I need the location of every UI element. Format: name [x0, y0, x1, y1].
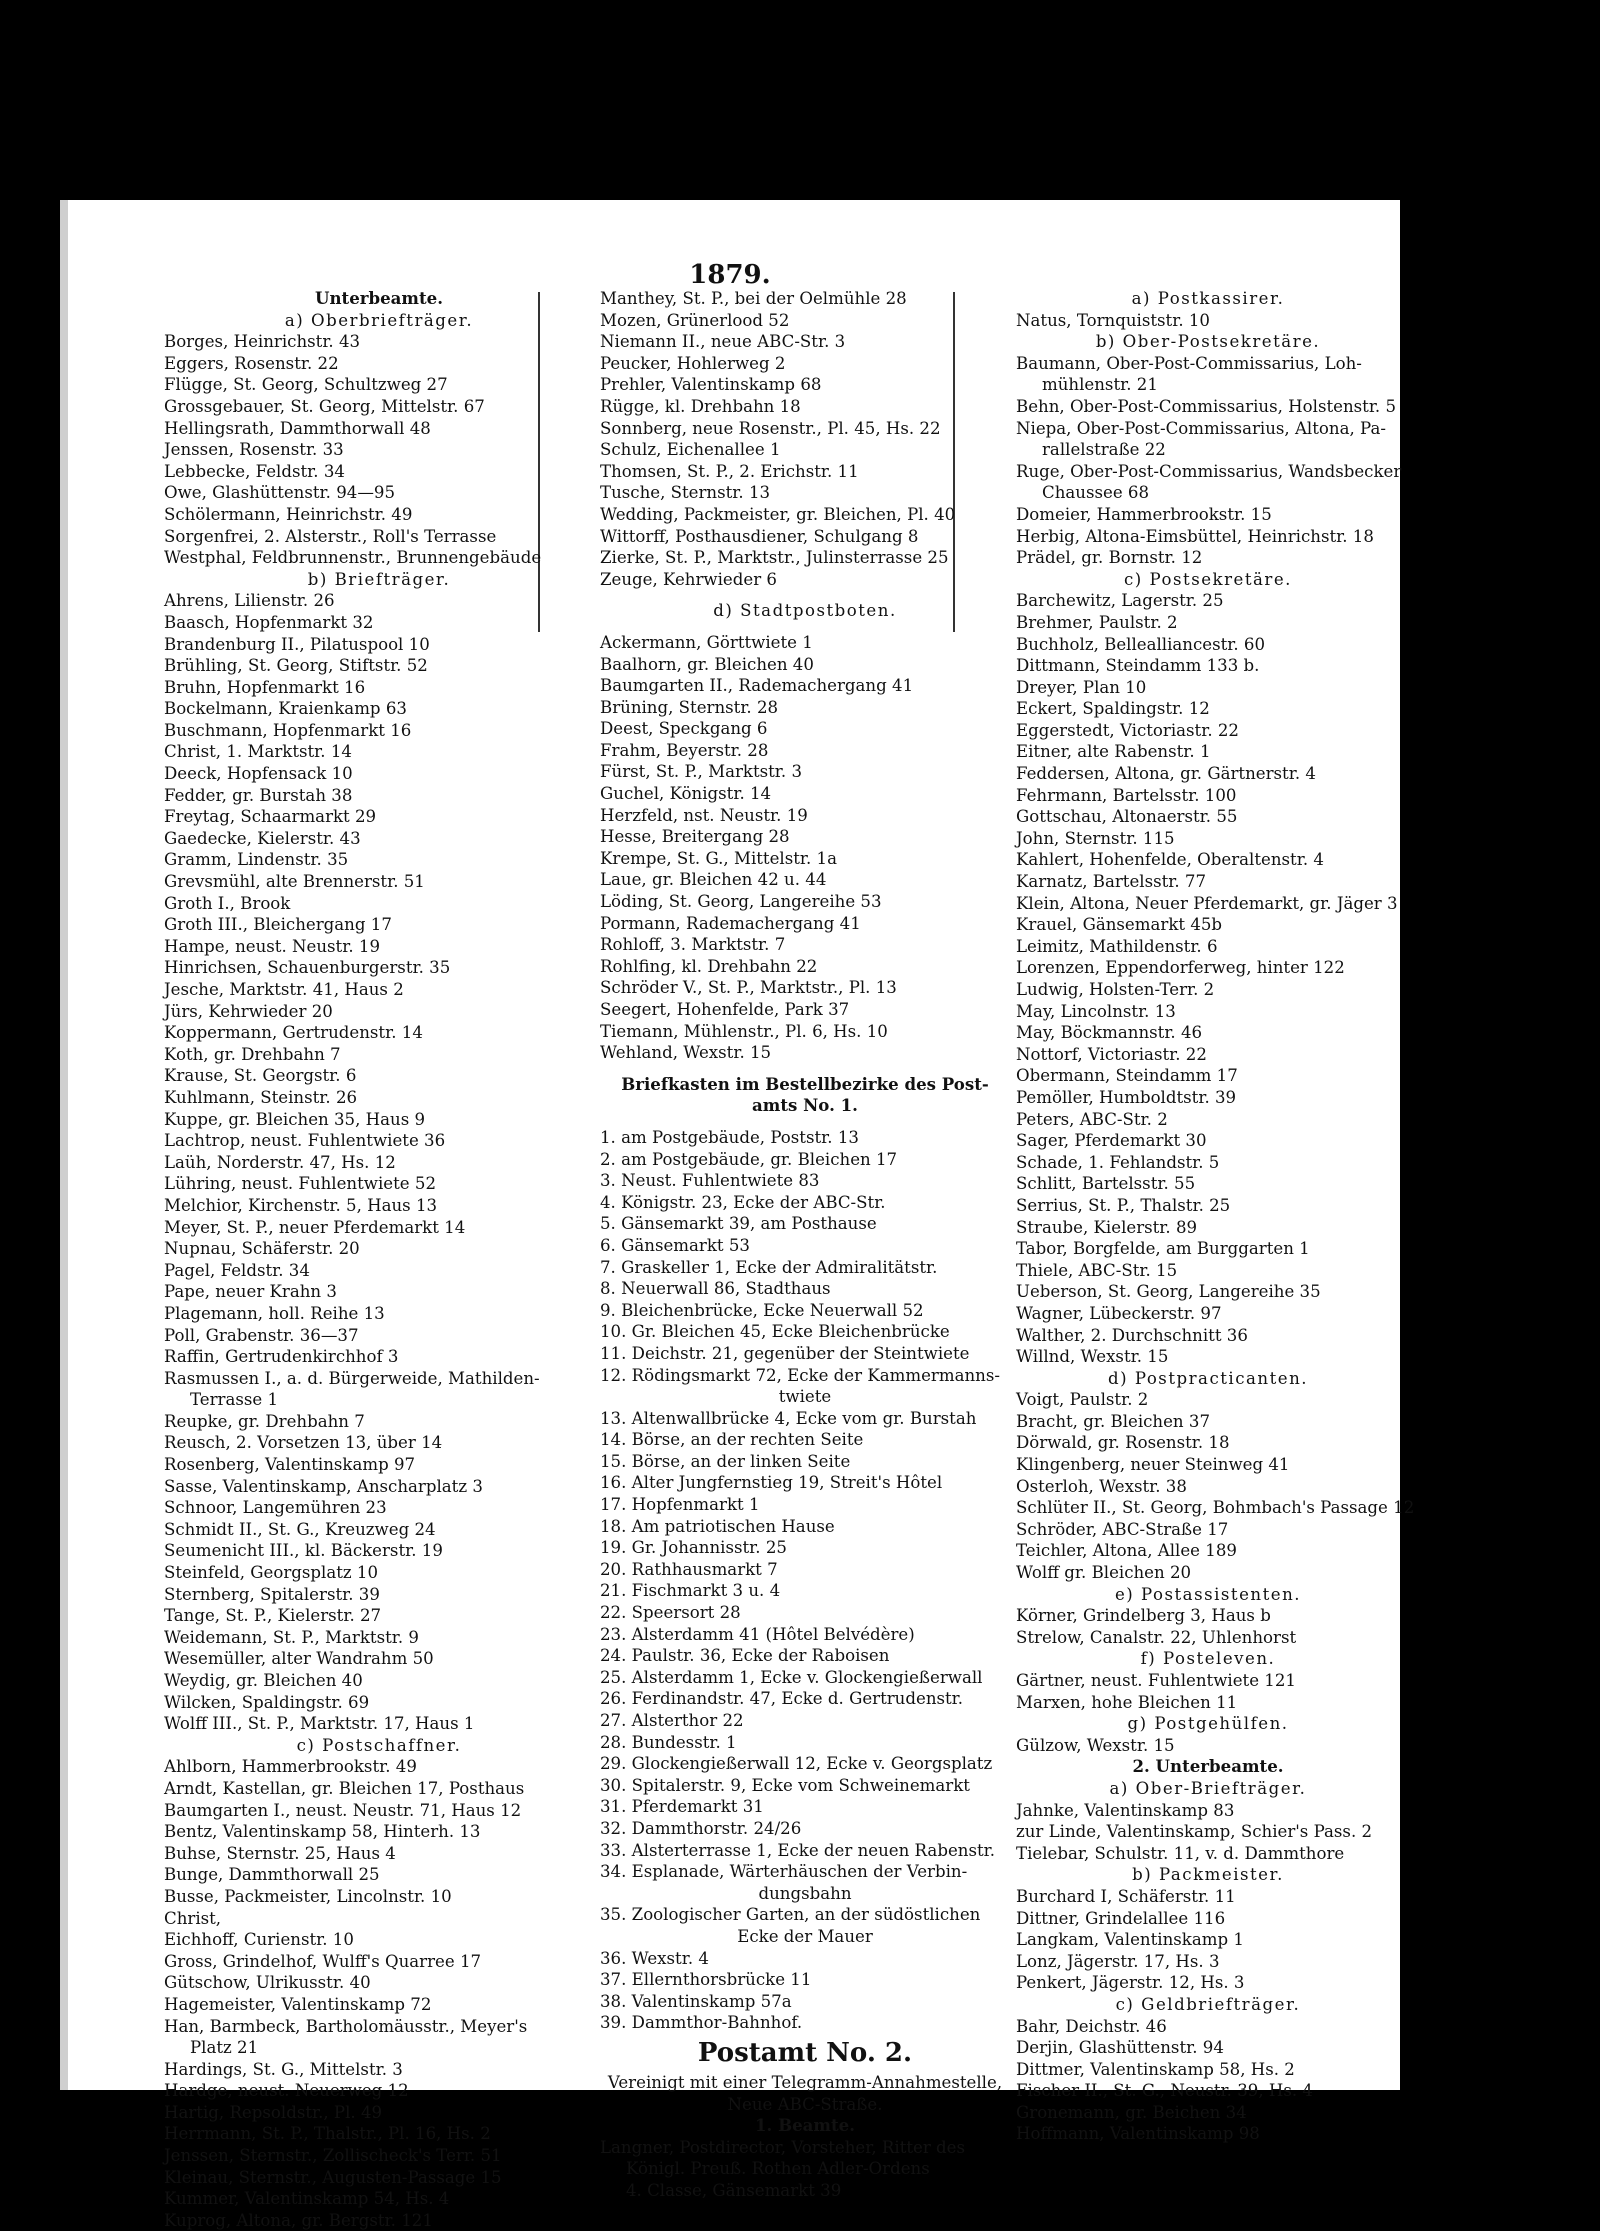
directory-entry: Schölermann, Heinrichstr. 49 — [164, 504, 413, 524]
directory-entry: Ueberson, St. Georg, Langereihe 35 — [1016, 1282, 1321, 1302]
directory-entry: Kuppe, gr. Bleichen 35, Haus 9 — [164, 1109, 426, 1129]
directory-entry: 35. Zoologischer Garten, an der südöstlichen — [600, 1905, 981, 1925]
directory-entry: Fehrmann, Bartelsstr. 100 — [1016, 785, 1237, 805]
directory-entry: Willnd, Wexstr. 15 — [1016, 1347, 1169, 1367]
directory-entry: Zeuge, Kehrwieder 6 — [600, 569, 777, 589]
directory-entry: Niepa, Ober-Post-Commissarius, Altona, Pa- — [1016, 418, 1386, 438]
directory-entry: 32. Dammthorstr. 24/26 — [600, 1818, 802, 1838]
directory-entry: May, Lincolnstr. 13 — [1016, 1001, 1176, 1021]
directory-entry: Zierke, St. P., Marktstr., Julinsterrasse 25 — [600, 548, 949, 568]
spacer — [600, 1117, 1010, 1127]
directory-entry: 1. am Postgebäude, Poststr. 13 — [600, 1127, 859, 1147]
directory-entry: Weydig, gr. Bleichen 40 — [164, 1671, 363, 1690]
entry-continuation: Terrasse 1 — [190, 1390, 279, 1410]
column-left — [164, 288, 594, 2231]
directory-entry: Hellingsrath, Dammthorwall 48 — [164, 418, 431, 438]
directory-entry: 25. Alsterdamm 1, Ecke v. Glockengießerwall — [600, 1667, 983, 1687]
directory-entry: Wittorff, Posthausdiener, Schulgang 8 — [600, 526, 919, 546]
entry-continuation: Ecke der Mauer — [737, 1926, 873, 1946]
directory-entry: Kummer, Valentinskamp 54, Hs. 4 — [164, 2189, 450, 2209]
directory-entry: Leimitz, Mathildenstr. 6 — [1016, 936, 1218, 956]
directory-entry: Deeck, Hopfensack 10 — [164, 764, 353, 784]
directory-entry: Wolff III., St. P., Marktstr. 17, Haus 1 — [164, 1714, 475, 1734]
directory-entry: Thomsen, St. P., 2. Erichstr. 11 — [600, 461, 859, 481]
directory-entry: Gross, Grindelhof, Wulff's Quarree 17 — [164, 1951, 482, 1971]
directory-entry: Mozen, Grünerlood 52 — [600, 310, 790, 330]
directory-page — [60, 200, 1415, 2230]
directory-entry: Arndt, Kastellan, gr. Bleichen 17, Posthaus — [164, 1778, 525, 1798]
directory-entry: Wolff gr. Bleichen 20 — [1016, 1563, 1192, 1583]
directory-entry: Dreyer, Plan 10 — [1016, 677, 1147, 697]
directory-entry: 15. Börse, an der linken Seite — [600, 1451, 851, 1471]
directory-entry: 7. Graskeller 1, Ecke der Admiralitätstr. — [600, 1257, 938, 1277]
directory-entry: Wagner, Lübeckerstr. 97 — [1016, 1303, 1222, 1323]
directory-entry: 20. Rathhausmarkt 7 — [600, 1559, 778, 1579]
directory-entry: Hinrichsen, Schauenburgerstr. 35 — [164, 958, 451, 978]
directory-entry: Bahr, Deichstr. 46 — [1016, 2016, 1167, 2036]
subsection-heading: b) Packmeister. — [1132, 1865, 1284, 1885]
directory-entry: Lonz, Jägerstr. 17, Hs. 3 — [1016, 1951, 1220, 1971]
directory-entry: Peucker, Hohlerweg 2 — [600, 353, 786, 373]
directory-entry: Reupke, gr. Drehbahn 7 — [164, 1411, 365, 1431]
directory-entry: Sager, Pferdemarkt 30 — [1016, 1131, 1207, 1151]
directory-entry: Körner, Grindelberg 3, Haus b — [1016, 1606, 1271, 1626]
directory-entry: Krause, St. Georgstr. 6 — [164, 1066, 357, 1086]
directory-entry: Baalhorn, gr. Bleichen 40 — [600, 654, 814, 674]
directory-entry: Laue, gr. Bleichen 42 u. 44 — [600, 870, 827, 890]
directory-entry: 6. Gänsemarkt 53 — [600, 1235, 750, 1255]
directory-entry: Pape, neuer Krahn 3 — [164, 1282, 337, 1302]
directory-entry: Koppermann, Gertrudenstr. 14 — [164, 1023, 423, 1043]
directory-entry: Busse, Packmeister, Lincolnstr. 10 — [164, 1886, 452, 1906]
directory-entry: Langner, Postdirector, Vorsteher, Ritter des — [600, 2137, 966, 2157]
directory-entry: Barchewitz, Lagerstr. 25 — [1016, 591, 1224, 611]
directory-entry: Baumgarten I., neust. Neustr. 71, Haus 12 — [164, 1800, 522, 1820]
directory-entry: Bentz, Valentinskamp 58, Hinterh. 13 — [164, 1822, 481, 1842]
entry-continuation: Chaussee 68 — [1042, 483, 1150, 503]
directory-entry: Gütschow, Ulrikusstr. 40 — [164, 1973, 371, 1993]
directory-entry: Christ, 1. Marktstr. 14 — [164, 742, 352, 762]
directory-entry: Poll, Grabenstr. 36—37 — [164, 1325, 359, 1345]
directory-entry: Karnatz, Bartelsstr. 77 — [1016, 872, 1207, 892]
directory-entry: Brandenburg II., Pilatuspool 10 — [164, 634, 430, 654]
directory-entry: Dittner, Grindelallee 116 — [1016, 1908, 1226, 1928]
directory-entry: Hoffmann, Valentinskamp 98 — [1016, 2124, 1260, 2144]
spacer — [600, 622, 1010, 632]
section-heading: amts No. 1. — [752, 1095, 858, 1116]
directory-entry: Löding, St. Georg, Langereihe 53 — [600, 892, 882, 912]
directory-entry: 33. Alsterterrasse 1, Ecke der neuen Rabenstr. — [600, 1840, 996, 1860]
directory-entry: Serrius, St. P., Thalstr. 25 — [1016, 1195, 1231, 1215]
directory-entry: Brühling, St. Georg, Stiftstr. 52 — [164, 656, 428, 676]
directory-entry: Baasch, Hopfenmarkt 32 — [164, 612, 374, 632]
directory-entry: Koth, gr. Drehbahn 7 — [164, 1044, 341, 1064]
directory-entry: Hardge, neust. Neuerweg 12 — [164, 2081, 409, 2101]
directory-entry: 39. Dammthor-Bahnhof. — [600, 2013, 803, 2033]
directory-entry: Jesche, Marktstr. 41, Haus 2 — [164, 980, 404, 999]
directory-entry: 24. Paulstr. 36, Ecke der Raboisen — [600, 1646, 890, 1666]
subsection-heading: a) Oberbriefträger. — [284, 310, 474, 330]
subsection-heading: g) Postgehülfen. — [1127, 1714, 1289, 1734]
directory-entry: Dörwald, gr. Rosenstr. 18 — [1016, 1433, 1230, 1453]
directory-entry: Schnoor, Langemühren 23 — [164, 1498, 387, 1518]
subsection-heading: d) Stadtpostboten. — [713, 601, 897, 621]
directory-entry: Ahlborn, Hammerbrookstr. 49 — [164, 1757, 417, 1777]
entry-continuation: Platz 21 — [190, 2038, 259, 2058]
directory-entry: Lebbecke, Feldstr. 34 — [164, 461, 345, 481]
directory-entry: Raffin, Gertrudenkirchhof 3 — [164, 1347, 399, 1367]
directory-entry: 9. Bleichenbrücke, Ecke Neuerwall 52 — [600, 1300, 924, 1320]
directory-entry: Rügge, kl. Drehbahn 18 — [600, 396, 801, 416]
directory-entry: Kleinau, Sternstr., Augusten-Passage 15 — [164, 2167, 502, 2187]
directory-entry: Schmidt II., St. G., Kreuzweg 24 — [164, 1519, 436, 1539]
directory-entry: Kahlert, Hohenfelde, Oberaltenstr. 4 — [1016, 850, 1324, 870]
directory-entry: Tiemann, Mühlenstr., Pl. 6, Hs. 10 — [600, 1021, 888, 1041]
directory-entry: Herzfeld, nst. Neustr. 19 — [600, 805, 808, 825]
directory-entry: Rosenberg, Valentinskamp 97 — [164, 1455, 416, 1475]
directory-entry: zur Linde, Valentinskamp, Schier's Pass. 2 — [1016, 1822, 1373, 1842]
directory-entry: Tabor, Borgfelde, am Burggarten 1 — [1016, 1239, 1310, 1259]
directory-entry: Brüning, Sternstr. 28 — [600, 697, 779, 717]
directory-entry: Feddersen, Altona, gr. Gärtnerstr. 4 — [1016, 764, 1316, 784]
directory-entry: Thiele, ABC-Str. 15 — [1016, 1260, 1178, 1280]
column-right — [1016, 288, 1415, 2145]
directory-entry: Schulz, Eichenallee 1 — [600, 440, 781, 460]
directory-entry: 8. Neuerwall 86, Stadthaus — [600, 1279, 831, 1299]
directory-entry: John, Sternstr. 115 — [1016, 828, 1175, 848]
directory-entry: Osterloh, Wexstr. 38 — [1016, 1476, 1187, 1496]
directory-entry: 23. Alsterdamm 41 (Hôtel Belvédère) — [600, 1624, 915, 1644]
directory-entry: Weidemann, St. P., Marktstr. 9 — [164, 1627, 419, 1647]
directory-entry: Rohlfing, kl. Drehbahn 22 — [600, 956, 818, 976]
directory-entry: Tusche, Sternstr. 13 — [600, 483, 771, 503]
directory-entry: Obermann, Steindamm 17 — [1016, 1066, 1238, 1086]
directory-entry: Bunge, Dammthorwall 25 — [164, 1865, 380, 1885]
directory-entry: Voigt, Paulstr. 2 — [1016, 1390, 1149, 1410]
directory-entry: Gaedecke, Kielerstr. 43 — [164, 828, 361, 848]
directory-entry: Gramm, Lindenstr. 35 — [164, 850, 349, 870]
directory-entry: Kuprog, Altona, gr. Bergstr. 121 — [164, 2210, 433, 2230]
directory-entry: Frahm, Beyerstr. 28 — [600, 740, 769, 760]
column-middle — [600, 288, 1010, 2201]
directory-entry: Herrmann, St. P., Thalstr., Pl. 16, Hs. 2 — [164, 2124, 491, 2144]
directory-entry: Gronemann, gr. Beichen 34 — [1016, 2102, 1247, 2122]
directory-entry: 21. Fischmarkt 3 u. 4 — [600, 1581, 781, 1601]
directory-entry: Bracht, gr. Bleichen 37 — [1016, 1411, 1211, 1431]
directory-entry: Eggers, Rosenstr. 22 — [164, 353, 339, 373]
section-heading: Postamt No. 2. — [697, 2037, 913, 2068]
directory-entry: Steinfeld, Georgsplatz 10 — [164, 1563, 379, 1583]
directory-entry: Hartig, Repsoldstr., Pl. 49 — [164, 2102, 383, 2122]
directory-entry: 14. Börse, an der rechten Seite — [600, 1430, 864, 1450]
directory-entry: Rasmussen I., a. d. Bürgerweide, Mathilden- — [164, 1368, 540, 1388]
directory-entry: Wilcken, Spaldingstr. 69 — [164, 1692, 370, 1712]
directory-entry: Baumann, Ober-Post-Commissarius, Loh- — [1016, 353, 1362, 373]
directory-entry: Schlitt, Bartelsstr. 55 — [1016, 1174, 1196, 1194]
directory-entry: Penkert, Jägerstr. 12, Hs. 3 — [1016, 1973, 1245, 1993]
directory-entry: Prehler, Valentinskamp 68 — [600, 375, 822, 395]
directory-entry: Nupnau, Schäferstr. 20 — [164, 1239, 360, 1259]
directory-entry: Westphal, Feldbrunnenstr., Brunnengebäude — [164, 548, 542, 568]
subsection-heading: c) Geldbriefträger. — [1115, 1994, 1301, 2014]
directory-entry: 16. Alter Jungfernstieg 19, Streit's Hôtel — [600, 1473, 943, 1493]
directory-entry: Jenssen, Rosenstr. 33 — [164, 440, 344, 460]
directory-entry: Gärtner, neust. Fuhlentwiete 121 — [1016, 1671, 1296, 1690]
entry-continuation: twiete — [778, 1387, 832, 1407]
directory-entry: Sorgenfrei, 2. Alsterstr., Roll's Terrasse — [164, 526, 497, 546]
directory-entry: Owe, Glashüttenstr. 94—95 — [164, 483, 396, 503]
directory-entry: Reusch, 2. Vorsetzen 13, über 14 — [164, 1433, 443, 1453]
directory-entry: 28. Bundesstr. 1 — [600, 1732, 737, 1752]
directory-entry: Tielebar, Schulstr. 11, v. d. Dammthore — [1016, 1843, 1345, 1863]
directory-entry: Herbig, Altona-Eimsbüttel, Heinrichstr. 18 — [1016, 526, 1374, 546]
directory-entry: Rohloff, 3. Marktstr. 7 — [600, 935, 786, 955]
page-fold-edge — [60, 200, 68, 2090]
subsection-heading: b) Briefträger. — [307, 569, 451, 589]
section-heading: 1. Beamte. — [755, 2115, 855, 2136]
directory-entry: Eichhoff, Curienstr. 10 — [164, 1930, 354, 1950]
directory-entry: 19. Gr. Johannisstr. 25 — [600, 1538, 787, 1558]
directory-entry: Langkam, Valentinskamp 1 — [1016, 1930, 1244, 1950]
directory-entry: Schlüter II., St. Georg, Bohmbach's Passage 12 — [1016, 1498, 1415, 1518]
entry-continuation: Vereinigt mit einer Telegramm-Annahmestelle, — [607, 2072, 1003, 2092]
directory-entry: Schröder V., St. P., Marktstr., Pl. 13 — [600, 978, 897, 998]
directory-entry: Klein, Altona, Neuer Pferdemarkt, gr. Jäger 3 — [1016, 893, 1398, 913]
directory-entry: Han, Barmbeck, Bartholomäusstr., Meyer's — [164, 2016, 528, 2036]
directory-entry: Straube, Kielerstr. 89 — [1016, 1217, 1198, 1237]
page-year-heading: 1879. — [689, 260, 771, 290]
directory-entry: 12. Rödingsmarkt 72, Ecke der Kammermanns- — [600, 1365, 1000, 1385]
directory-entry: Fischer II., St. G., Neustr. 39, Hs. 4 — [1016, 2081, 1313, 2101]
directory-entry: Jürs, Kehrwieder 20 — [164, 1001, 333, 1021]
directory-entry: Nottorf, Victoriastr. 22 — [1016, 1044, 1207, 1064]
spacer — [600, 1064, 1010, 1074]
directory-entry: Niemann II., neue ABC-Str. 3 — [600, 332, 846, 352]
directory-entry: 38. Valentinskamp 57a — [600, 1991, 792, 2011]
directory-entry: Guchel, Königstr. 14 — [600, 784, 772, 804]
entry-continuation: rallelstraße 22 — [1042, 440, 1166, 460]
directory-entry: Krempe, St. G., Mittelstr. 1a — [600, 848, 838, 868]
directory-entry: Bockelmann, Kraienkamp 63 — [164, 699, 407, 719]
directory-entry: Lachtrop, neust. Fuhlentwiete 36 — [164, 1131, 446, 1151]
directory-entry: Fürst, St. P., Marktstr. 3 — [600, 762, 803, 782]
section-heading: Briefkasten im Bestellbezirke des Post- — [621, 1073, 989, 1094]
directory-entry: 18. Am patriotischen Hause — [600, 1516, 835, 1536]
directory-entry: Wesemüller, alter Wandrahm 50 — [164, 1649, 434, 1669]
directory-entry: Jahnke, Valentinskamp 83 — [1016, 1800, 1235, 1820]
directory-entry: Strelow, Canalstr. 22, Uhlenhorst — [1016, 1627, 1297, 1647]
directory-entry: Freytag, Schaarmarkt 29 — [164, 807, 377, 827]
directory-entry: Laüh, Norderstr. 47, Hs. 12 — [164, 1152, 396, 1172]
directory-entry: 17. Hopfenmarkt 1 — [600, 1495, 760, 1515]
directory-entry: Christ, — [164, 1908, 222, 1928]
directory-entry: Wehland, Wexstr. 15 — [600, 1043, 772, 1063]
directory-entry: 36. Wexstr. 4 — [600, 1948, 709, 1968]
directory-entry: Natus, Tornquiststr. 10 — [1016, 310, 1210, 330]
directory-entry: 11. Deichstr. 21, gegenüber der Steintwiete — [600, 1343, 970, 1363]
directory-entry: Pormann, Rademachergang 41 — [600, 913, 861, 933]
directory-entry: Sonnberg, neue Rosenstr., Pl. 45, Hs. 22 — [600, 418, 941, 438]
directory-entry: Marxen, hohe Bleichen 11 — [1016, 1692, 1238, 1712]
directory-entry: Buschmann, Hopfenmarkt 16 — [164, 720, 412, 740]
directory-entry: 2. am Postgebäude, gr. Bleichen 17 — [600, 1149, 898, 1169]
directory-entry: 22. Speersort 28 — [600, 1603, 741, 1623]
directory-entry: Sternberg, Spitalerstr. 39 — [164, 1584, 380, 1604]
directory-entry: Ruge, Ober-Post-Commissarius, Wandsbecker — [1016, 461, 1402, 481]
directory-entry: Wedding, Packmeister, gr. Bleichen, Pl. 40 — [600, 504, 956, 524]
directory-entry: Fedder, gr. Burstah 38 — [164, 785, 353, 805]
directory-entry: Schade, 1. Fehlandstr. 5 — [1016, 1152, 1220, 1172]
directory-entry: Behn, Ober-Post-Commissarius, Holstenstr. 5 — [1016, 396, 1397, 416]
directory-entry: Ackermann, Görttwiete 1 — [600, 632, 813, 652]
directory-entry: Seegert, Hohenfelde, Park 37 — [600, 1000, 850, 1019]
directory-entry: Gottschau, Altonaerstr. 55 — [1016, 807, 1238, 827]
directory-entry: Flügge, St. Georg, Schultzweg 27 — [164, 375, 448, 395]
directory-entry: Dittmann, Steindamm 133 b. — [1016, 656, 1260, 676]
directory-entry: 3. Neust. Fuhlentwiete 83 — [600, 1171, 820, 1191]
directory-entry: 13. Altenwallbrücke 4, Ecke vom gr. Burstah — [600, 1408, 977, 1428]
directory-entry: Buhse, Sternstr. 25, Haus 4 — [164, 1843, 396, 1863]
directory-entry: Burchard I, Schäferstr. 11 — [1016, 1886, 1236, 1906]
directory-entry: Manthey, St. P., bei der Oelmühle 28 — [600, 289, 907, 308]
directory-entry: Ahrens, Lilienstr. 26 — [164, 591, 335, 611]
directory-entry: Groth I., Brook — [164, 893, 291, 913]
directory-entry: 29. Glockengießerwall 12, Ecke v. Georgsplatz — [600, 1754, 993, 1774]
directory-entry: Sasse, Valentinskamp, Anscharplatz 3 — [164, 1476, 483, 1496]
directory-entry: Krauel, Gänsemarkt 45b — [1016, 915, 1223, 935]
directory-entry: Pemöller, Humboldtstr. 39 — [1016, 1087, 1237, 1107]
directory-entry: 34. Esplanade, Wärterhäuschen der Verbin- — [600, 1862, 968, 1882]
directory-entry: Brehmer, Paulstr. 2 — [1016, 612, 1178, 632]
directory-entry: Deest, Speckgang 6 — [600, 719, 768, 739]
entry-continuation: mühlenstr. 21 — [1042, 375, 1158, 395]
directory-entry: May, Böckmannstr. 46 — [1016, 1023, 1203, 1043]
subsection-heading: a) Ober-Briefträger. — [1109, 1778, 1307, 1798]
directory-entry: Eitner, alte Rabenstr. 1 — [1016, 742, 1211, 762]
subsection-heading: f) Posteleven. — [1140, 1649, 1276, 1669]
directory-entry: Hesse, Breitergang 28 — [600, 827, 790, 847]
entry-continuation: Königl. Preuß. Rothen Adler-Ordens — [626, 2159, 930, 2179]
directory-entry: Buchholz, Bellealliancestr. 60 — [1016, 634, 1266, 654]
directory-entry: Meyer, St. P., neuer Pferdemarkt 14 — [164, 1217, 466, 1237]
directory-entry: 4. Königstr. 23, Ecke der ABC-Str. — [600, 1192, 886, 1212]
directory-entry: 30. Spitalerstr. 9, Ecke vom Schweinemarkt — [600, 1775, 970, 1795]
directory-entry: Eggerstedt, Victoriastr. 22 — [1016, 720, 1239, 740]
subsection-heading: b) Ober-Postsekretäre. — [1095, 332, 1321, 352]
directory-entry: Gülzow, Wexstr. 15 — [1016, 1735, 1175, 1755]
directory-entry: Jenssen, Sternstr., Zollischeck's Terr. 51 — [164, 2146, 502, 2166]
directory-entry: Hardings, St. G., Mittelstr. 3 — [164, 2059, 403, 2079]
directory-entry: Peters, ABC-Str. 2 — [1016, 1109, 1168, 1129]
directory-entry: Derjin, Glashüttenstr. 94 — [1016, 2038, 1224, 2058]
directory-entry: Seumenicht III., kl. Bäckerstr. 19 — [164, 1541, 443, 1561]
directory-entry: Plagemann, holl. Reihe 13 — [164, 1303, 385, 1323]
directory-entry: Teichler, Altona, Allee 189 — [1016, 1541, 1237, 1561]
directory-entry: Dittmer, Valentinskamp 58, Hs. 2 — [1016, 2059, 1295, 2079]
subsection-heading: c) Postschaffner. — [296, 1735, 462, 1755]
directory-entry: Prädel, gr. Bornstr. 12 — [1016, 548, 1203, 568]
directory-entry: Borges, Heinrichstr. 43 — [164, 332, 361, 352]
section-heading: Unterbeamte. — [315, 288, 443, 308]
directory-entry: Melchior, Kirchenstr. 5, Haus 13 — [164, 1195, 438, 1215]
directory-entry: Hampe, neust. Neustr. 19 — [164, 936, 381, 956]
directory-entry: Hagemeister, Valentinskamp 72 — [164, 1994, 432, 2014]
directory-entry: Grevsmühl, alte Brennerstr. 51 — [164, 872, 425, 892]
subsection-heading: d) Postpracticanten. — [1107, 1368, 1309, 1388]
directory-entry: Domeier, Hammerbrookstr. 15 — [1016, 504, 1272, 524]
subsection-heading: c) Postsekretäre. — [1124, 569, 1292, 589]
directory-entry: Baumgarten II., Rademachergang 41 — [600, 676, 914, 696]
directory-entry: Bruhn, Hopfenmarkt 16 — [164, 677, 366, 697]
spacer — [600, 590, 1010, 600]
directory-entry: Grossgebauer, St. Georg, Mittelstr. 67 — [164, 396, 485, 416]
directory-entry: Tange, St. P., Kielerstr. 27 — [164, 1606, 382, 1626]
directory-entry: 27. Alsterthor 22 — [600, 1711, 744, 1730]
subsection-heading: e) Postassistenten. — [1114, 1584, 1302, 1604]
section-heading: 2. Unterbeamte. — [1132, 1756, 1284, 1777]
directory-entry: Lühring, neust. Fuhlentwiete 52 — [164, 1174, 436, 1194]
directory-entry: Lorenzen, Eppendorferweg, hinter 122 — [1016, 958, 1345, 978]
directory-entry: 5. Gänsemarkt 39, am Posthause — [600, 1214, 877, 1234]
subsection-heading: a) Postkassirer. — [1131, 289, 1285, 308]
directory-entry: Pagel, Feldstr. 34 — [164, 1260, 310, 1280]
directory-entry: Walther, 2. Durchschnitt 36 — [1016, 1325, 1248, 1345]
directory-entry: Kuhlmann, Steinstr. 26 — [164, 1087, 358, 1107]
directory-entry: Eckert, Spaldingstr. 12 — [1016, 699, 1210, 719]
directory-entry: Schröder, ABC-Straße 17 — [1016, 1519, 1229, 1539]
directory-entry: 10. Gr. Bleichen 45, Ecke Bleichenbrücke — [600, 1322, 950, 1342]
directory-entry: 26. Ferdinandstr. 47, Ecke d. Gertrudenstr. — [600, 1689, 964, 1709]
directory-entry: 31. Pferdemarkt 31 — [600, 1797, 764, 1817]
directory-entry: 37. Ellernthorsbrücke 11 — [600, 1970, 812, 1990]
entry-continuation: dungsbahn — [758, 1883, 852, 1903]
entry-continuation: Neue ABC-Straße. — [727, 2094, 883, 2114]
directory-entry: Ludwig, Holsten-Terr. 2 — [1016, 980, 1215, 999]
directory-entry: Groth III., Bleichergang 17 — [164, 915, 392, 935]
entry-continuation: 4. Classe, Gänsemarkt 39 — [626, 2180, 842, 2200]
directory-entry: Klingenberg, neuer Steinweg 41 — [1016, 1455, 1290, 1475]
